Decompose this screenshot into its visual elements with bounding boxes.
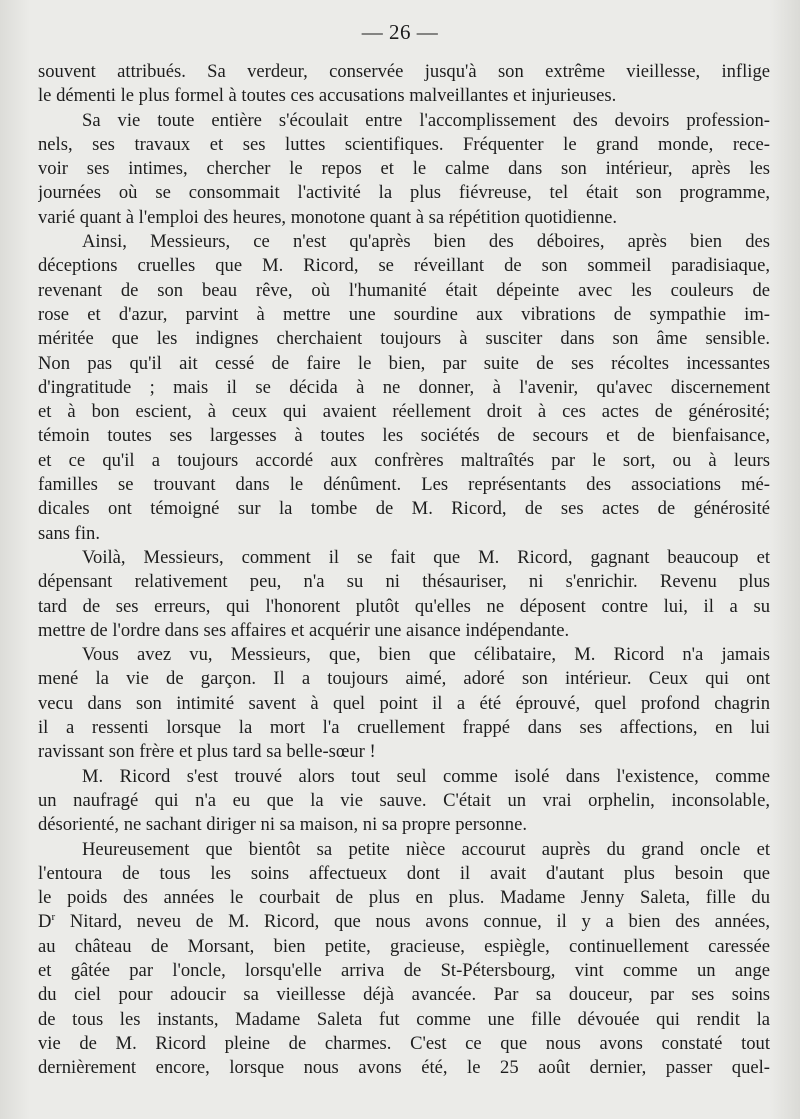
text-line: familles se trouvant dans le dénûment. Les représentants des associations mé- bbox=[38, 474, 770, 496]
body-text bbox=[38, 60, 770, 1080]
text-line: sans fin. bbox=[38, 522, 100, 544]
paragraph bbox=[38, 643, 770, 764]
paragraph bbox=[38, 230, 770, 546]
text-line: nels, ses travaux et ses luttes scientifiques. Fréquenter le grand monde, rece- bbox=[38, 133, 770, 155]
paragraph bbox=[38, 546, 770, 643]
text-line: dernièrement encore, lorsque nous avons été, le 25 août dernier, passer quel- bbox=[38, 1057, 770, 1079]
text-line: Sa vie toute entière s'écoulait entre l'accomplissement des devoirs profession- bbox=[82, 109, 770, 131]
text-line: Non pas qu'il ait cessé de faire le bien, par suite de ses récoltes incessantes bbox=[38, 352, 770, 374]
paragraph bbox=[38, 838, 770, 1081]
text-line: le démenti le plus formel à toutes ces accusations malveillantes et injurieuses. bbox=[38, 85, 617, 107]
superscript: r bbox=[51, 911, 56, 924]
text-line: Vous avez vu, Messieurs, que, bien que célibataire, M. Ricord n'a jamais bbox=[82, 644, 770, 666]
text-line: de tous les instants, Madame Saleta fut comme une fille dévouée qui rendit la bbox=[38, 1008, 770, 1030]
paragraph bbox=[38, 60, 770, 109]
text-line: et ce qu'il a toujours accordé aux confrères maltraîtés par le sort, ou à leurs bbox=[38, 449, 770, 471]
text-line: revenant de son beau rêve, où l'humanité était dépeinte avec les couleurs de bbox=[38, 279, 770, 301]
text-fragment: Nitard, neveu de M. Ricord, que nous avons connue, il y a bien des années, bbox=[55, 911, 770, 933]
text-line: ravissant son frère et plus tard sa belle-sœur ! bbox=[38, 741, 376, 763]
text-line: souvent attribués. Sa verdeur, conservée jusqu'à son extrême vieillesse, inflige bbox=[38, 61, 770, 82]
page-number: — 26 — bbox=[361, 20, 439, 44]
text-line: du ciel pour adoucir sa vieillesse déjà avancée. Par sa douceur, par ses soins bbox=[38, 984, 770, 1006]
text-line: mettre de l'ordre dans ses affaires et acquérir une aisance indépendante. bbox=[38, 619, 570, 641]
text-line: et à bon escient, à ceux qui avaient réellement droit à ces actes de générosité; bbox=[38, 401, 770, 423]
text-line: vecu dans son intimité savent à quel point il a été éprouvé, quel profond chagrin bbox=[38, 692, 770, 714]
text-line: le poids des années le courbait de plus en plus. Madame Jenny Saleta, fille du bbox=[38, 887, 770, 909]
text-line: Heureusement que bientôt sa petite nièce accourut auprès du grand oncle et bbox=[82, 838, 770, 860]
paragraph bbox=[38, 765, 770, 838]
text-line: journées où se consommait l'activité la plus fiévreuse, tel était son programme, bbox=[38, 182, 770, 204]
text-line: témoin toutes ses largesses à toutes les sociétés de secours et de bienfaisance, bbox=[38, 425, 770, 447]
text-line: et gâtée par l'oncle, lorsqu'elle arriva de St-Pétersbourg, vint comme un ange bbox=[38, 959, 770, 981]
paragraph bbox=[38, 109, 770, 230]
text-line: dicales ont témoigné sur la tombe de M. Ricord, de ses actes de générosité bbox=[38, 498, 770, 520]
text-line: mené la vie de garçon. Il a toujours aimé, adoré son intérieur. Ceux qui ont bbox=[38, 668, 770, 690]
text-line: il a ressenti lorsque la mort l'a cruellement frappé dans ses affections, en lui bbox=[38, 717, 770, 739]
text-line: dépensant relativement peu, n'a su ni thésauriser, ni s'enrichir. Revenu plus bbox=[38, 571, 770, 593]
text-fragment: D bbox=[38, 911, 52, 933]
text-line: l'entoura de tous les soins affectueux dont il avait d'autant plus besoin que bbox=[38, 862, 770, 884]
text-line: voir ses intimes, chercher le repos et le calme dans son intérieur, après les bbox=[38, 158, 770, 180]
text-line bbox=[38, 910, 770, 934]
text-line: M. Ricord s'est trouvé alors tout seul comme isolé dans l'existence, comme bbox=[82, 765, 770, 787]
text-line: Voilà, Messieurs, comment il se fait que M. Ricord, gagnant beaucoup et bbox=[82, 546, 770, 568]
text-line: Ainsi, Messieurs, ce n'est qu'après bien des déboires, après bien des bbox=[82, 231, 770, 253]
text-line: vie de M. Ricord pleine de charmes. C'est ce que nous avons constaté tout bbox=[38, 1032, 770, 1054]
text-line: un naufragé qui n'a eu que la vie sauve. C'était un vrai orphelin, inconsolable, bbox=[38, 789, 770, 811]
text-line: désorienté, ne sachant diriger ni sa maison, ni sa propre personne. bbox=[38, 814, 527, 836]
text-line: méritée que les indignes cherchaient toujours à susciter dans son âme sensible. bbox=[38, 328, 770, 350]
text-line: tard de ses erreurs, qui l'honorent plutôt qu'elles ne déposent contre lui, il a su bbox=[38, 595, 770, 617]
text-line: varié quant à l'emploi des heures, monotone quant à sa répétition quotidienne. bbox=[38, 206, 618, 228]
text-line: déceptions cruelles que M. Ricord, se réveillant de son sommeil paradisiaque, bbox=[38, 255, 770, 277]
text-line: au château de Morsant, bien petite, gracieuse, espiègle, continuellement caressée bbox=[38, 935, 770, 957]
text-line: rose et d'azur, parvint à mettre une sourdine aux vibrations de sympathie im- bbox=[38, 303, 770, 325]
text-line: d'ingratitude ; mais il se décida à ne donner, à l'avenir, qu'avec discernement bbox=[38, 376, 770, 398]
